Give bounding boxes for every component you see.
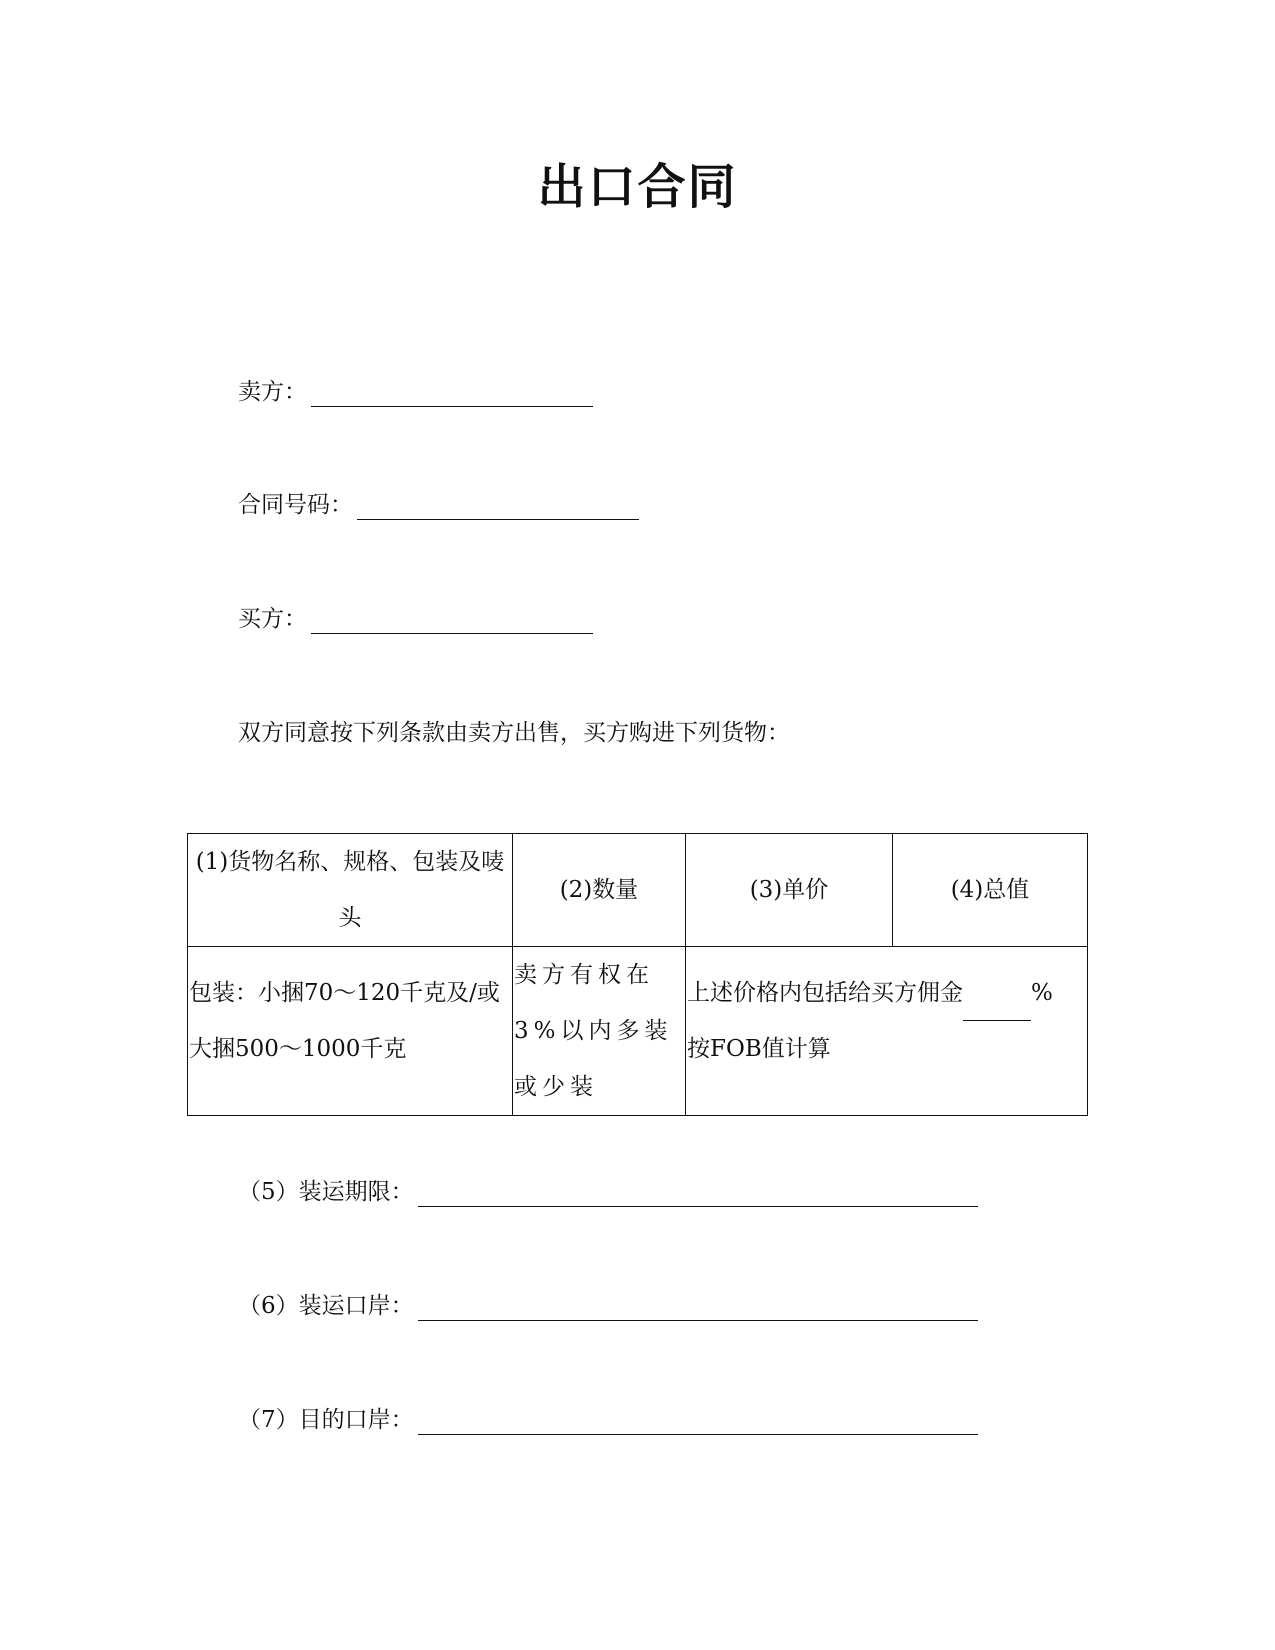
header-goods [188,834,513,947]
shipment-period-blank-line[interactable] [418,1180,978,1207]
destination-port-label: （7）目的口岸： [238,1407,414,1433]
commission-suffix: % [1031,980,1053,1006]
destination-port-field [238,1405,978,1435]
seller-label: 卖方： [238,379,307,405]
loading-port-field [238,1291,978,1321]
commission-cell [686,947,1088,1116]
contract-no-label: 合同号码： [238,492,353,518]
seller-field [238,377,593,407]
seller-blank-line[interactable] [311,380,593,407]
header-quantity: (2)数量 [513,834,686,947]
intro-text: 双方同意按下列条款由卖方出售，买方购进下列货物： [238,720,790,746]
header-unit-price: (3)单价 [686,834,893,947]
packing-cell: 包装：小捆70～120千克及/或大捆500～1000千克 [188,947,513,1116]
buyer-field [238,604,593,634]
contract-no-field [238,490,639,520]
buyer-label: 买方： [238,606,307,632]
commission-blank-line[interactable] [963,994,1031,1021]
contract-no-blank-line[interactable] [357,493,639,520]
buyer-blank-line[interactable] [311,607,593,634]
quantity-note-cell: 卖方有权在3%以内多装或少装 [513,947,686,1116]
shipment-period-label: （5）装运期限： [238,1179,414,1205]
contract-title: 出口合同 [537,159,738,215]
destination-port-blank-line[interactable] [418,1408,978,1435]
commission-prefix: 上述价格内包括给买方佣金 [687,980,963,1006]
loading-port-blank-line[interactable] [418,1294,978,1321]
commission-basis: 按FOB值计算 [687,1036,831,1062]
goods-table [187,833,1088,1116]
table-row [188,947,1088,1116]
shipment-period-field [238,1177,978,1207]
header-goods-text: (1)货物名称、规格、包装及唛头 [195,849,505,931]
table-header-row [188,834,1088,947]
header-total: (4)总值 [893,834,1088,947]
loading-port-label: （6）装运口岸： [238,1293,414,1319]
